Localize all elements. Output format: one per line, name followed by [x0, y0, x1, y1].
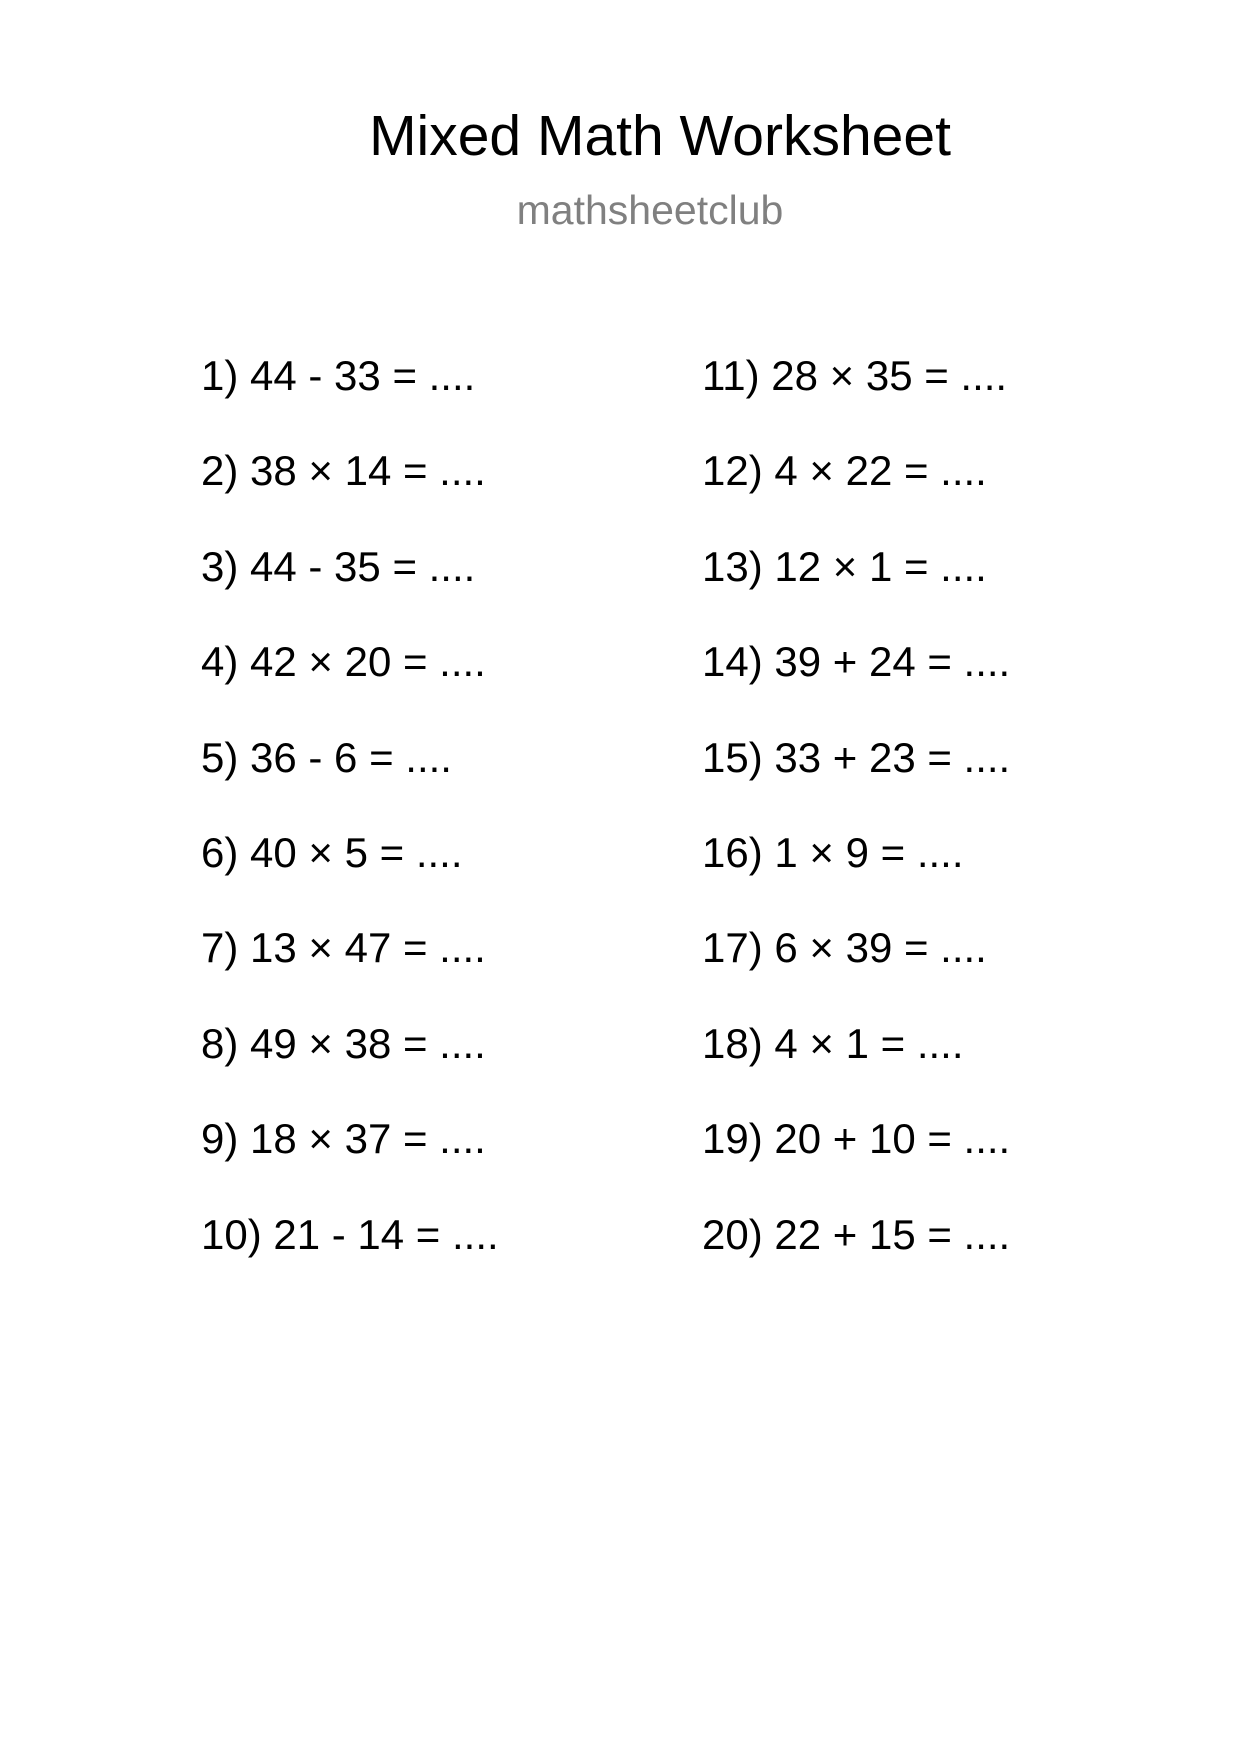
math-problem: 3) 44 - 35 = ....	[201, 542, 476, 590]
math-problem: 1) 44 - 33 = ....	[201, 352, 476, 399]
page-title: Mixed Math Worksheet	[369, 104, 951, 168]
math-problem: 11) 28 × 35 = ....	[702, 352, 1008, 399]
math-problem: 4) 42 × 20 = ....	[201, 638, 486, 686]
math-problem: 18) 4 × 1 = ....	[702, 1019, 964, 1067]
math-problem: 17) 6 × 39 = ....	[702, 924, 987, 972]
problem-column-right	[702, 346, 1010, 1300]
publisher-name: mathsheetclub	[516, 187, 784, 233]
math-problem: 5) 36 - 6 = ....	[201, 733, 452, 781]
math-problem: 15) 33 + 23 = ....	[702, 733, 1011, 781]
math-problem: 19) 20 + 10 = ....	[702, 1115, 1011, 1163]
math-problem: 2) 38 × 14 = ....	[201, 447, 486, 495]
math-problem: 14) 39 + 24 = ....	[702, 638, 1011, 686]
math-problem: 10) 21 - 14 = ....	[201, 1210, 499, 1258]
math-problem: 9) 18 × 37 = ....	[201, 1115, 486, 1163]
problem-column-left	[201, 346, 499, 1300]
math-problem: 7) 13 × 47 = ....	[201, 924, 486, 972]
math-problem: 8) 49 × 38 = ....	[201, 1019, 486, 1067]
math-problem: 6) 40 × 5 = ....	[201, 828, 463, 876]
math-problem: 13) 12 × 1 = ....	[702, 542, 987, 590]
math-problem: 12) 4 × 22 = ....	[702, 447, 987, 495]
math-problem: 20) 22 + 15 = ....	[702, 1210, 1011, 1258]
math-problem: 16) 1 × 9 = ....	[702, 828, 964, 876]
